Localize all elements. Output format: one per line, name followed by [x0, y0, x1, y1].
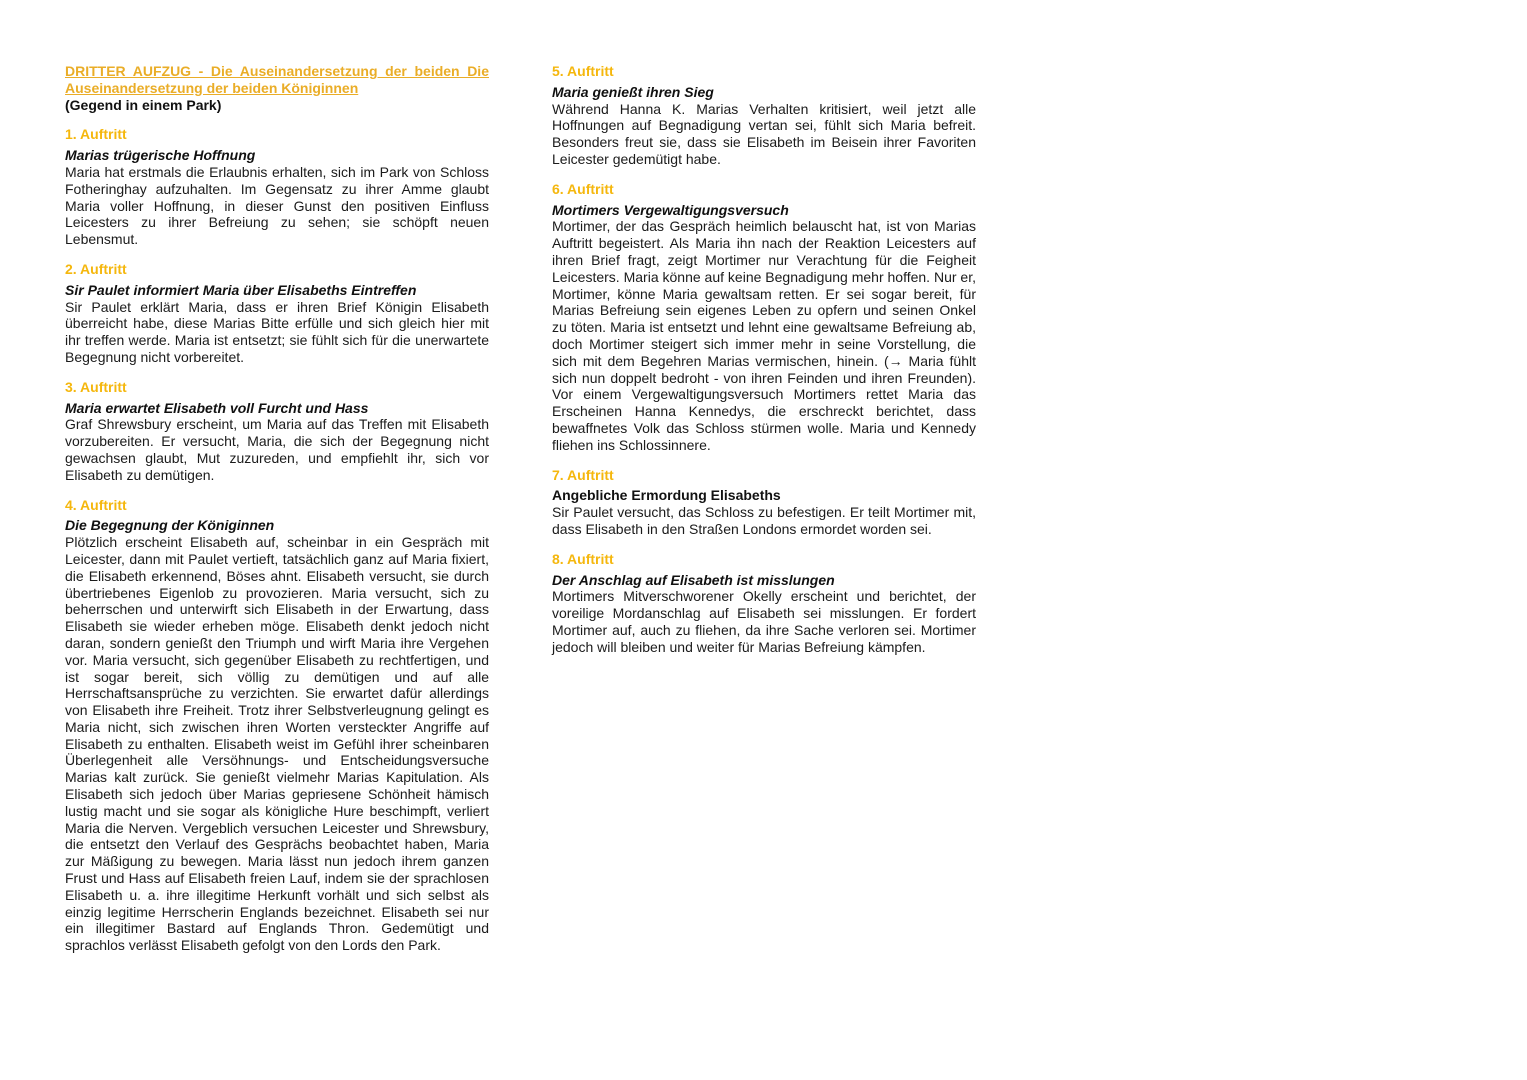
section-auftritt-8	[552, 551, 976, 656]
section-auftritt-7	[552, 467, 976, 538]
section-subtitle: Maria genießt ihren Sieg	[552, 83, 714, 100]
section-body: Graf Shrewsbury erscheint, um Maria auf das Treffen mit Elisabeth vorzubereiten. Er versucht, Maria, die sich der Begegnung nicht gewachsen glaubt, Mut zuzureden, und empfiehlt ihr, sich vor Elisabeth zu demütigen.	[65, 416, 489, 483]
section-subtitle: Der Anschlag auf Elisabeth ist misslungen	[552, 571, 835, 588]
section-heading: 2. Auftritt	[65, 260, 127, 277]
section-heading: 6. Auftritt	[552, 180, 614, 197]
section-auftritt-4	[65, 497, 489, 955]
section-heading: 7. Auftritt	[552, 466, 614, 483]
section-subtitle: Die Begegnung der Königinnen	[65, 517, 275, 534]
setting-line: (Gegend in einem Park)	[65, 96, 222, 113]
section-heading: 4. Auftritt	[65, 496, 127, 513]
section-body: Mortimer, der das Gespräch heimlich belauscht hat, ist von Marias Auftritt begeistert. Als Maria ihn nach der Reaktion Leicesters auf ihren Brief fragt, zeigt Mortimer nur Verachtung für die Feigheit Leicesters. Maria könne auf keine Begnadigung mehr hoffen. Nur er, Mortimer, könne Maria gewaltsam retten. Er sei sogar bereit, für Marias Befreiung sein eigenes Leben zu opfern und seinen Onkel zu töten. Maria ist entsetzt und lehnt eine gewaltsame Befreiung ab, doch Mortimer steigert sich immer mehr in seine Vorstellung, die sich mit dem Begehren Marias vermischen, hinein. (→ Maria fühlt sich nun doppelt bedroht - von ihren Feinden und ihren Freunden). Vor einem Vergewaltigungsversuch Mortimers rettet Maria das Erscheinen Hanna Kennedys, die erschreckt berichtet, dass bewaffnetes Volk das Schloss stürmen wolle. Maria und Kennedy fliehen ins Schlossinnere.	[552, 218, 976, 453]
section-body: Mortimers Mitverschworener Okelly erscheint und berichtet, der voreilige Mordanschlag auf Elisabeth sei misslungen. Er fordert Mortimer auf, auch zu fliehen, da ihre Sache verloren sei. Mortimer jedoch will bleiben und weiter für Marias Befreiung kämpfen.	[552, 588, 976, 655]
section-subtitle: Angebliche Ermordung Elisabeths	[552, 487, 781, 504]
section-body: Sir Paulet erklärt Maria, dass er ihren Brief Königin Elisabeth überreicht habe, diese Marias Bitte erfülle und sich gleich hier mit ihr treffen werde. Maria ist entsetzt; sie fühlt sich für die unerwartete Begegnung nicht vorbereitet.	[65, 298, 489, 365]
section-auftritt-1	[65, 126, 489, 248]
section-auftritt-3	[65, 379, 489, 484]
section-body: Während Hanna K. Marias Verhalten kritisiert, weil jetzt alle Hoffnungen auf Begnadigung vertan sei, fühlt sich Maria befreit. Besonders freut sie, dass sie Elisabeth im Beisein ihrer Favoriten Leicester gedemütigt habe.	[552, 100, 976, 167]
section-heading: 3. Auftritt	[65, 378, 127, 395]
section-heading: 8. Auftritt	[552, 550, 614, 567]
section-subtitle: Marias trügerische Hoffnung	[65, 147, 256, 164]
section-subtitle: Mortimers Vergewaltigungsversuch	[552, 201, 789, 218]
section-subtitle: Maria erwartet Elisabeth voll Furcht und Hass	[65, 399, 369, 416]
section-auftritt-5	[552, 63, 976, 168]
section-subtitle: Sir Paulet informiert Maria über Elisabeths Eintreffen	[65, 281, 417, 298]
act-title	[65, 63, 489, 97]
act-title-line2: Auseinandersetzung der beiden Königinnen	[65, 79, 359, 96]
act-title-line1: DRITTER AUFZUG - Die Auseinandersetzung der beiden Die	[65, 63, 489, 79]
section-heading: 1. Auftritt	[65, 126, 127, 143]
section-body: Maria hat erstmals die Erlaubnis erhalten, sich im Park von Schloss Fotheringhay aufzuhalten. Im Gegensatz zu ihrer Amme glaubt Maria voller Hoffnung, in dieser Gunst den positiven Einfluss Leicesters zu ihrer Befreiung zu sehen; sie schöpft neuen Lebensmut.	[65, 163, 489, 248]
section-heading: 5. Auftritt	[552, 63, 614, 79]
section-auftritt-2	[65, 261, 489, 366]
right-column	[552, 63, 976, 656]
section-body: Sir Paulet versucht, das Schloss zu befestigen. Er teilt Mortimer mit, dass Elisabeth in den Straßen Londons ermordet worden sei.	[552, 504, 976, 537]
section-auftritt-6	[552, 181, 976, 454]
section-body: Plötzlich erscheint Elisabeth auf, scheinbar in ein Gespräch mit Leicester, dann mit Paulet vertieft, tatsächlich ganz auf Maria fixiert, die Elisabeth erkennend, Böses ahnt. Elisabeth versucht, sie durch übertriebenes Eigenlob zu provozieren. Maria versucht, sich zu beherrschen und unterwirft sich Elisabeth in der Erwartung, dass Elisabeth sie wieder erheben möge. Elisabeth denkt jedoch nicht daran, sondern genießt den Triumph und wirft Maria ihre Vergehen vor. Maria versucht, sich gegenüber Elisabeth zu rechtfertigen, und ist sogar bereit, sich völlig zu demütigen und auf alle Herrschaftsansprüche zu verzichten. Sie erwartet dafür allerdings von Elisabeth ihre Freiheit. Trotz ihrer Selbstverleugnung gelingt es Maria nicht, sich zwischen ihren Worten versteckter Angriffe auf Elisabeth zu enthalten. Elisabeth weist im Gefühl ihrer scheinbaren Überlegenheit alle Versöhnungs- und Entscheidungsversuche Marias kalt zurück. Sie genießt vielmehr Marias Kapitulation. Als Elisabeth sich jedoch über Marias gepriesene Schönheit hämisch lustig macht und sie sogar als königliche Hure beschimpft, verliert Maria die Nerven. Vergeblich versuchen Leicester und Shrewsbury, die entsetzt den Verlauf des Gesprächs beobachtet haben, Maria zur Mäßigung zu bewegen. Maria lässt nun jedoch ihrem ganzen Frust und Hass auf Elisabeth freien Lauf, indem sie der sprachlosen Elisabeth u. a. ihre illegitime Herkunft vorhält und sich selbst als einzig legitime Herrscherin Englands bezeichnet. Elisabeth sei nur ein illegitimer Bastard auf Englands Thron. Gedemütigt und sprachlos verlässt Elisabeth gefolgt von den Lords den Park.	[65, 534, 489, 954]
left-column	[65, 63, 489, 954]
